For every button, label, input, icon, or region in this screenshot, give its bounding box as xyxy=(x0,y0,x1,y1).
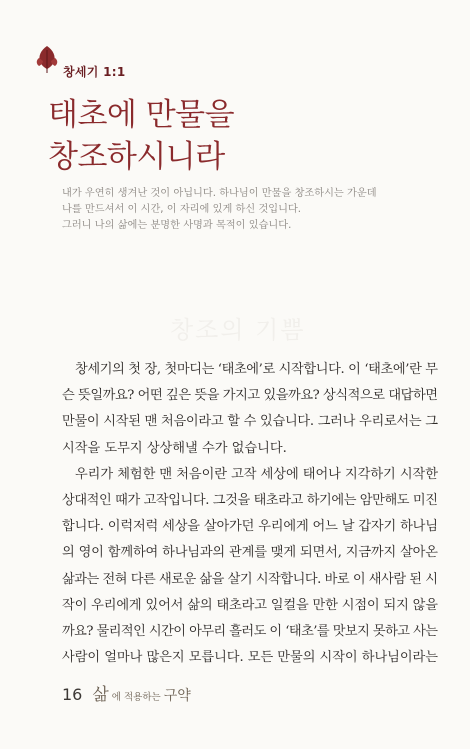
title-line: 창조하시니라 xyxy=(48,139,225,175)
body-line: 합니다. 이럭저럭 세상을 살아가던 우리에게 어느 날 갑자기 하나님 xyxy=(62,519,438,535)
book-title-part: 구약 xyxy=(163,688,191,704)
body-line: 창세기의 첫 장, 첫마디는 ‘태초에’로 시작합니다. 이 ‘태초에’란 무 xyxy=(75,362,438,377)
body-line: 만물이 시작된 맨 처음이라고 할 수 있습니다. 그러나 우리로서는 그 xyxy=(62,414,438,430)
chapter-reference: 창세기 1:1 xyxy=(63,65,126,79)
intro-line: 그러니 나의 삶에는 분명한 사명과 목적이 있습니다. xyxy=(62,220,292,231)
body-line: 슨 뜻일까요? 어떤 깊은 뜻을 가지고 있을까요? 상식적으로 대답하면 xyxy=(62,388,438,404)
intro-line: 내가 우연히 생겨난 것이 아닙니다. 하나님이 만물을 창조하시는 가운데 xyxy=(62,188,377,199)
body-line: 삶과는 전혀 다른 새로운 삶을 살기 시작합니다. 바로 이 새사람 된 시 xyxy=(62,571,438,587)
body-line: 까요? 물리적인 시간이 아무리 흘러도 이 ‘태초’를 맛보지 못하고 사는 xyxy=(62,624,438,640)
watermark-text: 창조의 기쁨 xyxy=(170,316,306,344)
body-line: 사람이 얼마나 많은지 모릅니다. 모든 만물의 시작이 하나님이라는 xyxy=(62,650,438,666)
page-number: 16 xyxy=(62,685,83,704)
intro-line: 나를 만드셔서 이 시간, 이 자리에 있게 하신 것입니다. xyxy=(62,204,302,215)
body-line: 의 영이 함께하여 하나님과의 관계를 맺게 되면서, 지금까지 살아온 xyxy=(62,545,438,561)
book-title-part: 삶 xyxy=(92,685,109,705)
body-text xyxy=(62,357,438,671)
body-line: 시작을 도무지 상상해낼 수가 없습니다. xyxy=(62,440,287,456)
body-line: 상대적인 때가 고작입니다. 그것을 태초라고 하기에는 암만해도 미진 xyxy=(62,493,438,509)
body-line: 우리가 체험한 맨 처음이란 고작 세상에 태어나 지각하기 시작한 xyxy=(75,466,438,482)
leaf-icon xyxy=(36,44,58,74)
page-title xyxy=(48,94,234,178)
page-footer xyxy=(62,680,191,705)
title-line: 태초에 만물을 xyxy=(48,97,235,133)
book-title-part: 에 적용하는 xyxy=(111,692,161,703)
body-line: 작이 우리에게 있어서 삶의 태초라고 일컬을 만한 시점이 되지 않을 xyxy=(62,597,438,613)
intro-summary xyxy=(62,186,442,234)
